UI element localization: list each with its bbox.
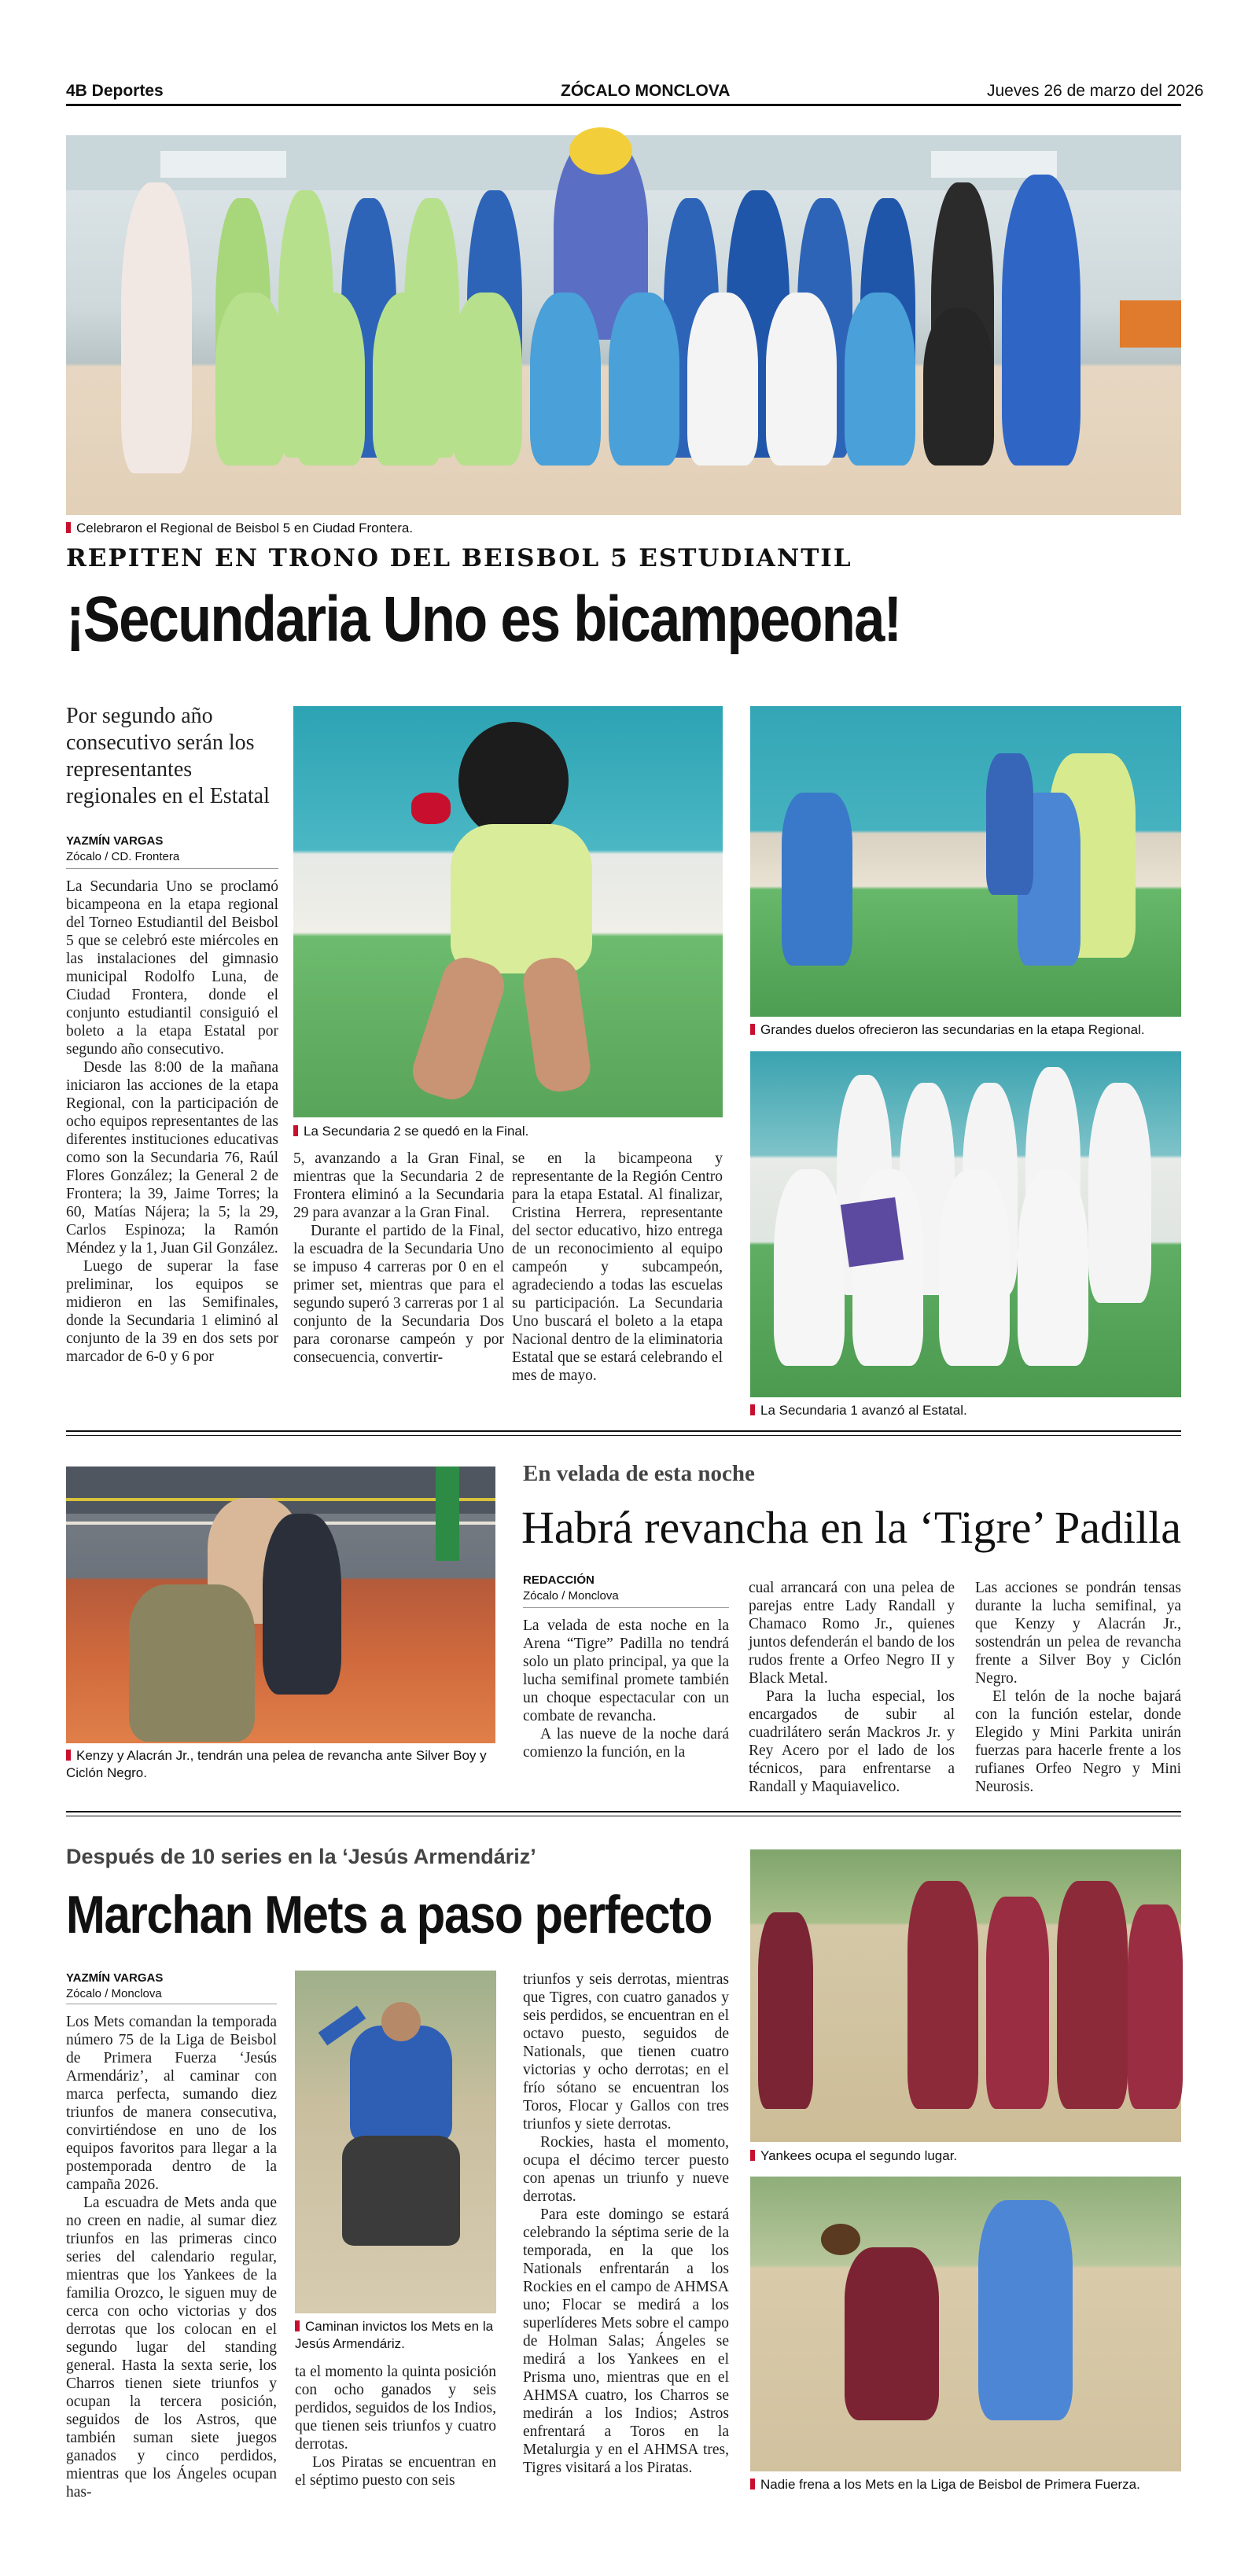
story3-column-1: [66, 2013, 277, 2501]
story1-headline: ¡Secundaria Uno es bicampeona!: [66, 583, 901, 655]
story3-kicker: Después de 10 series en la ‘Jesús Armendáriz’: [66, 1845, 536, 1868]
section-divider-2: [66, 1811, 1181, 1812]
story2-headline: Habrá revancha en la ‘Tigre’ Padilla: [521, 1502, 1182, 1553]
paragraph: Para este domingo se estará celebrando la séptima serie de la temporada, en la que los Nationals enfrentarán a los Rockies en el campo de AHMSA uno; Flocar se medirá a los superlíderes Mets sobre el campo de Holman Salas; Ángeles se medirá a los Yankees en el Prisma uno, mientras que en el AHMSA cuatro, los Charros se medirán a los Indios; Astros enfrentará a Toros en la Metalurgia y en el AHMSA tres, Tigres visitará a los Piratas.: [523, 2206, 729, 2476]
byline-place: Zócalo / Monclova: [523, 1589, 619, 1603]
slide-caption: Nadie frena a los Mets en la Liga de Beisbol de Primera Fuerza.: [750, 2476, 1181, 2493]
paragraph: Desde las 8:00 de la mañana iniciaron las acciones de la etapa Regional, con la participación de ocho equipos representantes de las diferentes instituciones educativas como son la Secundaria 76, Raúl Flores González; la General 2 de Frontera; la 39, Jaime Torres; la 60, Matías Nájera; la 5; la 29, Carlos Espinoza; la Ramón Méndez y la 1, Juan Gil González.: [66, 1059, 278, 1257]
story2-column-2: [749, 1579, 955, 1795]
paragraph: Para la lucha especial, los encargados de subir al cuadrilátero serán Mackros Jr. y Rey Acero por el lado de los técnicos, para enfrentarse a Randall y Maquiavelico.: [749, 1688, 955, 1795]
story1-kicker: REPITEN EN TRONO DEL BEISBOL 5 ESTUDIANTIL: [66, 544, 852, 572]
section-label: 4B Deportes: [66, 82, 164, 100]
paragraph: se en la bicampeona y representante de la Región Centro para la etapa Estatal. Al finalizar, Cristina Herrera, representante del sector educativo, hizo entrega de un reconocimiento al equipo campeón y subcampeón, agradeciendo a todas las escuelas su participación. La Secundaria Uno buscará el boleto a la etapa Nacional dentro de la eliminatoria Estatal que se estará celebrando el mes de mayo.: [512, 1150, 723, 1384]
byline-rule: [66, 868, 278, 869]
slide-photo: [750, 2177, 1181, 2471]
newspaper-name: ZÓCALO MONCLOVA: [561, 82, 731, 100]
pitcher-caption: Caminan invictos los Mets en la Jesús Armendáriz.: [295, 2318, 496, 2353]
duel-photo-caption: Grandes duelos ofrecieron las secundarias en la etapa Regional.: [750, 1021, 1181, 1039]
team-photo: [66, 135, 1181, 515]
secundaria-team-photo: [750, 1051, 1181, 1397]
paragraph: Los Mets comandan la temporada número 75 de la Liga de Beisbol de Primera Fuerza ‘Jesús Armendáriz’, al caminar con marca perfecta, sumando diez triunfos de manera consecutiva, convirtiéndose en uno de los equipos favoritos para llegar a la postemporada dentro de la campaña 2026.: [66, 2014, 277, 2193]
player-photo: [293, 706, 723, 1117]
story3-column-2: [295, 2363, 496, 2489]
issue-date: Jueves 26 de marzo del 2026: [987, 82, 1204, 100]
byline-place: Zócalo / Monclova: [66, 1987, 162, 2000]
paragraph: Las acciones se pondrán tensas durante la lucha semifinal, ya que Kenzy y Alacrán Jr., sostendrán un pelea de revancha frente a Silver Boy y Ciclón Negro.: [975, 1580, 1181, 1687]
section-divider: [66, 1430, 1181, 1432]
byline-name: YAZMÍN VARGAS: [66, 834, 164, 848]
story3-byline: [66, 1971, 163, 2002]
story1-column-3: [512, 1150, 723, 1420]
story1-deck: Por segundo año consecutivo serán los representantes regionales en el Estatal: [66, 704, 270, 808]
story1-column-2: [293, 1150, 504, 1420]
secundaria-team-caption: La Secundaria 1 avanzó al Estatal.: [750, 1402, 1181, 1419]
section-divider-thin: [66, 1435, 1181, 1436]
header-rule: [66, 104, 1181, 106]
paragraph: La velada de esta noche en la Arena “Tigre” Padilla no tendrá solo un plato principal, ya que la lucha semifinal promete también un choque espectacular con un combate de revancha.: [523, 1617, 729, 1724]
paragraph: La escuadra de Mets anda que no creen en nadie, al sumar diez triunfos en las primeras cinco series del calendario regular, mientras que los Yankees de la familia Orozco, le siguen muy de cerca con ocho victorias y dos derrotas que los colocan en el segundo lugar del standing general. Hasta la sexta serie, los Charros tienen siete triunfos y ocupan la tercera posición, seguidos de los Astros, que también suman siete juegos ganados y cinco perdidos, mientras que los Ángeles ocupan has-: [66, 2195, 277, 2501]
story2-kicker: En velada de esta noche: [523, 1461, 755, 1486]
byline-name: YAZMÍN VARGAS: [66, 1971, 164, 1985]
yankees-caption: Yankees ocupa el segundo lugar.: [750, 2147, 1181, 2165]
wrestling-photo: [66, 1466, 495, 1743]
yankees-photo: [750, 1849, 1181, 2142]
byline-name: REDACCIÓN: [523, 1573, 595, 1587]
paragraph: La Secundaria Uno se proclamó bicampeona en la etapa regional del Torneo Estudiantil del Beisbol 5 que se celebró este miércoles en las instalaciones del gimnasio municipal Rodolfo Luna, de Ciudad Frontera, donde el conjunto estudiantil consiguió el boleto a la etapa Estatal por segundo año consecutivo.: [66, 878, 278, 1058]
paragraph: Los Piratas se encuentran en el séptimo puesto con seis: [295, 2454, 496, 2489]
paragraph: Rockies, hasta el momento, ocupa el décimo tercer puesto con apenas un triunfo y nueve derrotas.: [523, 2134, 729, 2205]
byline-rule: [523, 1607, 729, 1608]
byline-place: Zócalo / CD. Frontera: [66, 850, 180, 863]
story2-column-1: [523, 1617, 729, 1761]
story3-headline: Marchan Mets a paso perfecto: [66, 1885, 712, 1945]
duel-photo: [750, 706, 1181, 1017]
paragraph: A las nueve de la noche dará comienzo la función, en la: [523, 1726, 729, 1761]
story3-column-3: [523, 1971, 729, 2490]
story1-column-1: [66, 878, 278, 1420]
paragraph: Durante el partido de la Final, la escuadra de la Secundaria Uno se impuso 4 carreras por 0 en el primer set, mientras que para el segundo superó 3 carreras por 1 al conjunto de la Secundaria Dos para coronarse campeón y por consecuencia, convertir-: [293, 1223, 504, 1366]
paragraph: Luego de superar la fase preliminar, los equipos se midieron en las Semifinales, donde la Secundaria 1 eliminó al conjunto de la 39 en dos sets por marcador de 6-0 y 6 por: [66, 1258, 278, 1365]
wrestling-caption: Kenzy y Alacrán Jr., tendrán una pelea de revancha ante Silver Boy y Ciclón Negro.: [66, 1747, 495, 1782]
story1-byline: [66, 834, 179, 865]
story2-byline: [523, 1573, 619, 1604]
pitcher-photo: [295, 1971, 496, 2313]
paragraph: triunfos y seis derrotas, mientras que Tigres, con cuatro ganados y seis perdidos, se encuentran en el octavo puesto, seguidos de Nationals, que tienen cuatro victorias y ocho derrotas; en el frío sótano se encuentran los Toros, Flocar y Gallos con tres triunfos y siete derrotas.: [523, 1971, 729, 2133]
paragraph: 5, avanzando a la Gran Final, mientras que la Secundaria 2 de Frontera eliminó a la Secundaria 29 para avanzar a la Gran Final.: [293, 1150, 504, 1221]
player-photo-caption: La Secundaria 2 se quedó en la Final.: [293, 1123, 723, 1140]
paragraph: cual arrancará con una pelea de parejas entre Lady Randall y Chamaco Romo Jr., quienes juntos defenderán el bando de los rudos frente a Orfeo Negro II y Black Metal.: [749, 1580, 955, 1687]
story2-column-3: [975, 1579, 1181, 1795]
paragraph: ta el momento la quinta posición con ocho ganados y seis perdidos, seguidos de los Indios, que tienen seis triunfos y cuatro derrotas.: [295, 2364, 496, 2453]
paragraph: El telón de la noche bajará con la función estelar, donde Elegido y Mini Parkita unirán fuerzas para hacerle frente a los rufianes Orfeo Negro y Mini Neurosis.: [975, 1688, 1181, 1795]
team-photo-caption: Celebraron el Regional de Beisbol 5 en Ciudad Frontera.: [66, 520, 774, 537]
